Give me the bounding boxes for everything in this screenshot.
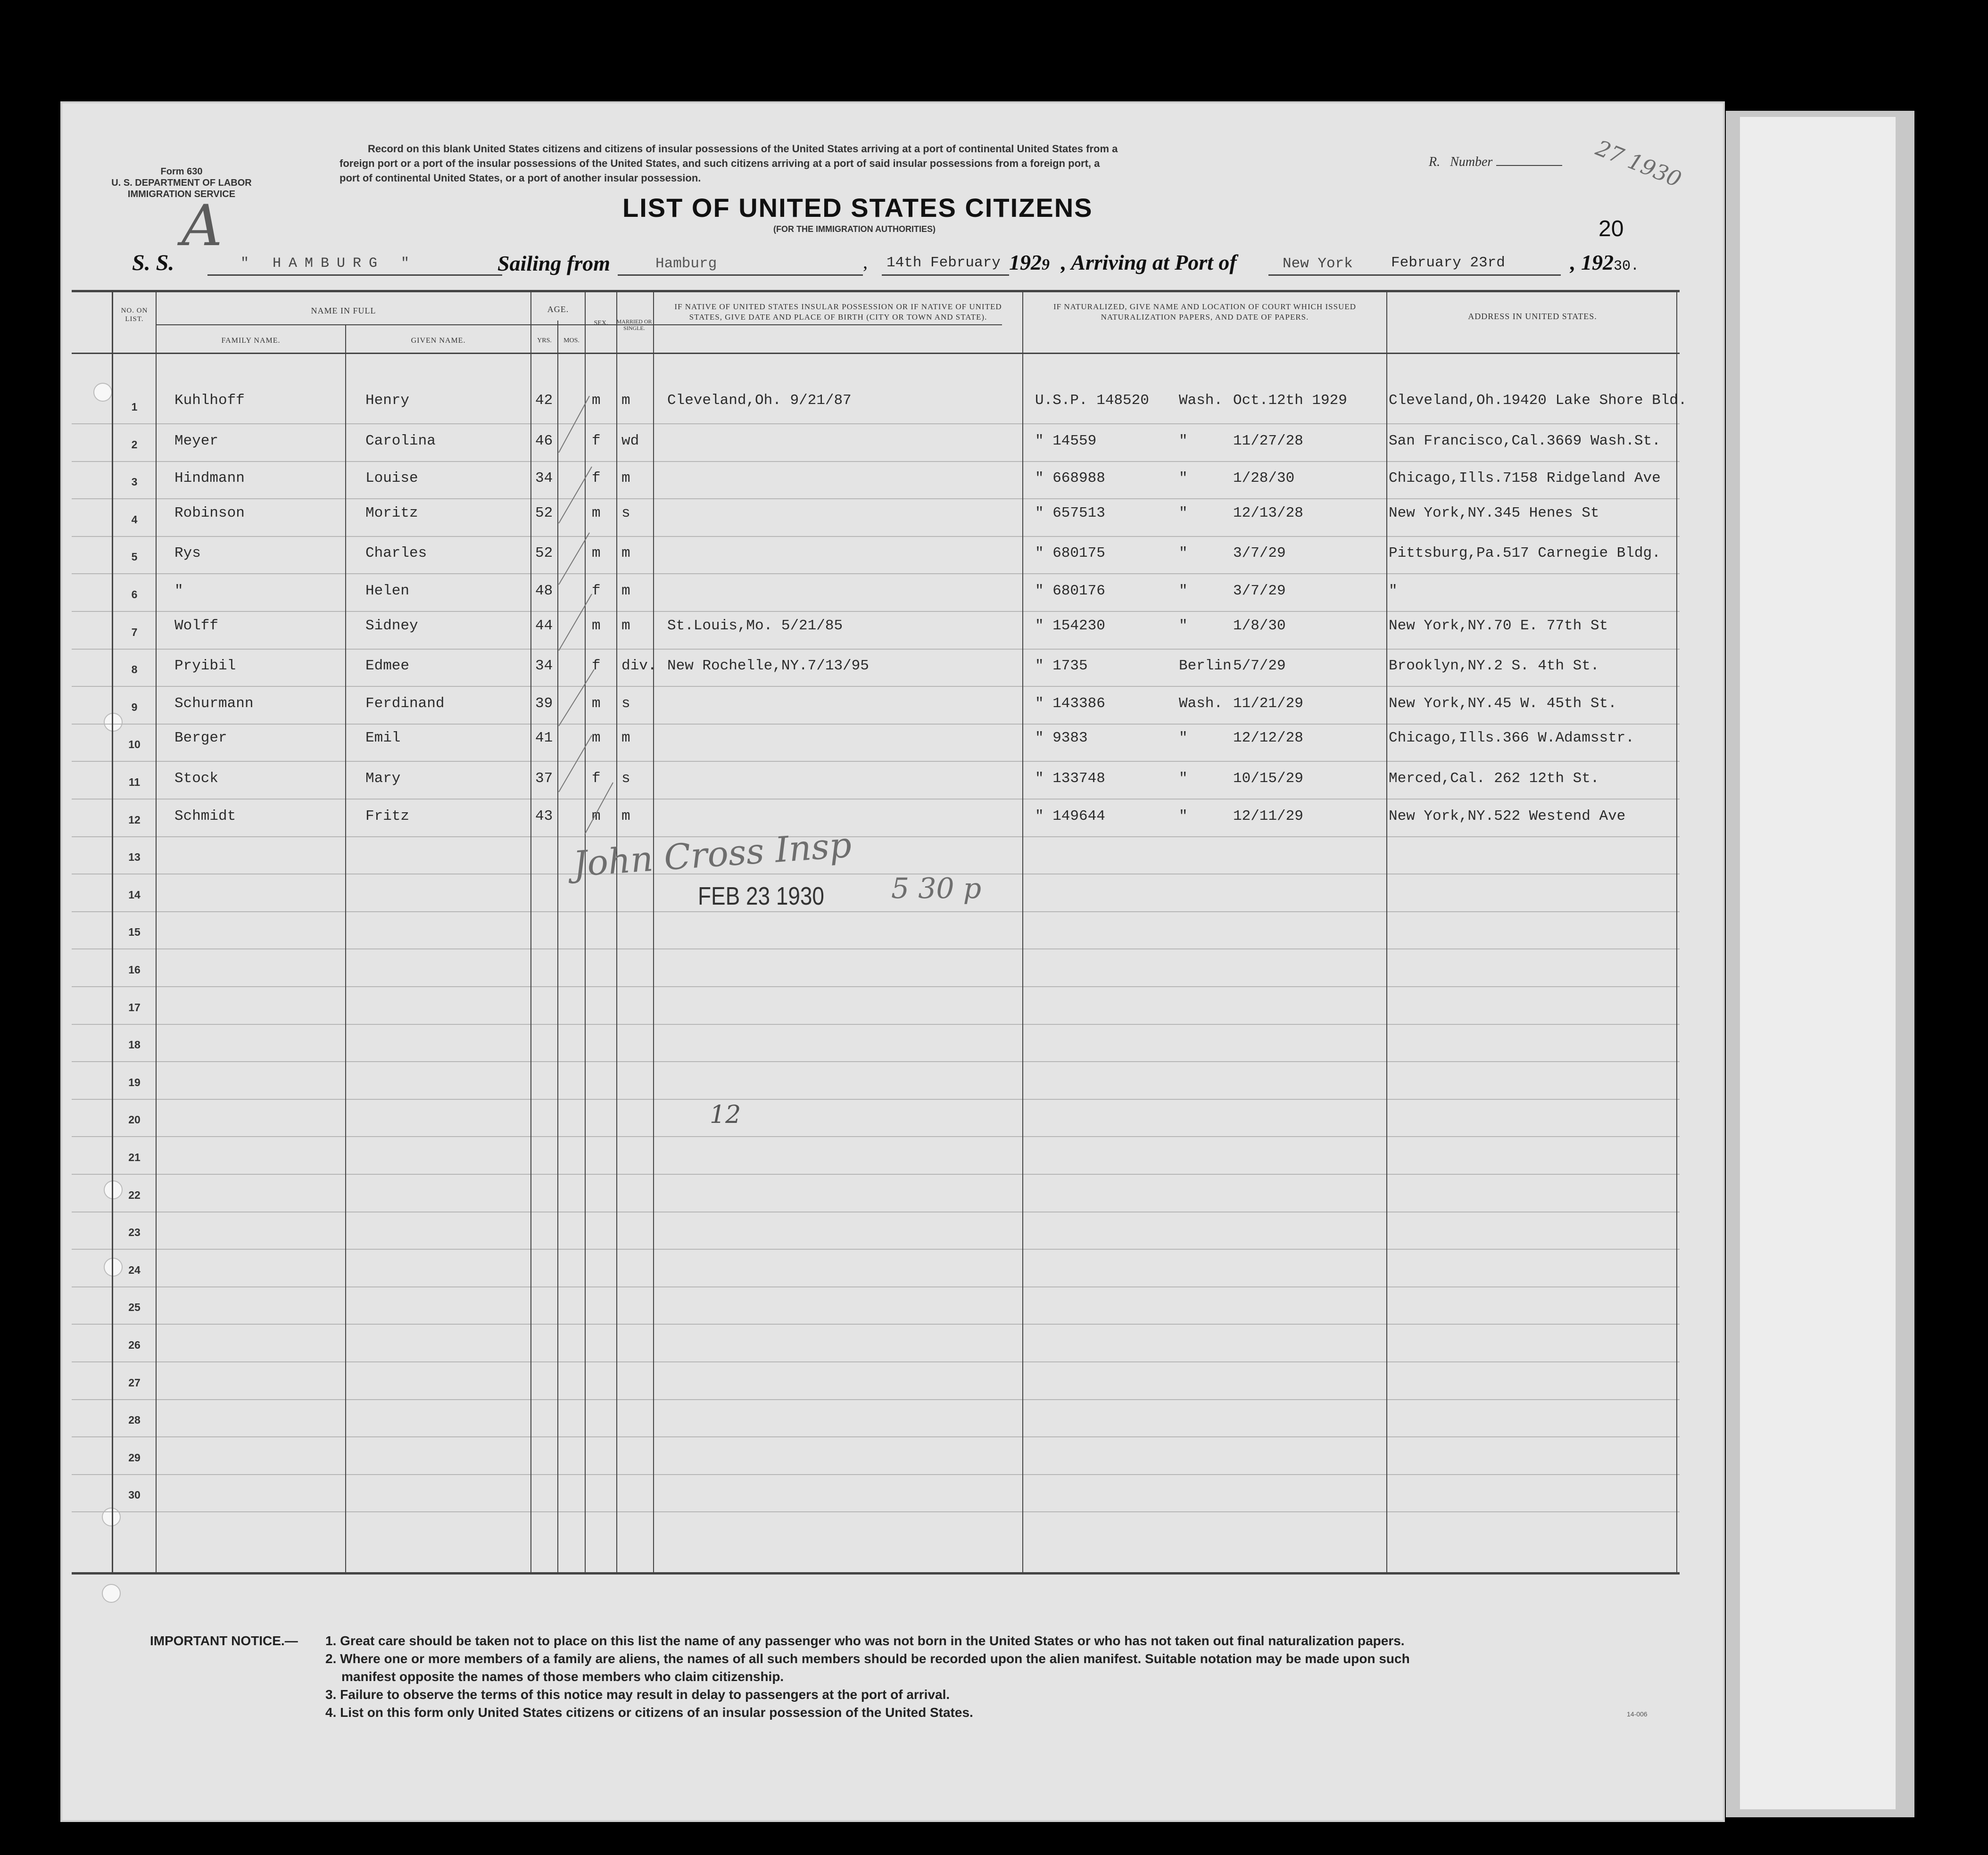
row-number: 21 [128, 1151, 141, 1163]
row-number: 2 [131, 438, 138, 451]
ss-label: S. S. [132, 250, 174, 275]
department: U. S. DEPARTMENT OF LABOR [111, 178, 252, 188]
cell-address: Chicago,Ills.7158 Ridgeland Ave [1389, 470, 1661, 487]
time-note: 5 30 p [891, 872, 982, 905]
from-port: Hamburg [655, 256, 717, 272]
arrival-port: New York [1283, 256, 1353, 272]
cell-family: " [174, 583, 183, 599]
number-label: R. Number [1429, 155, 1562, 170]
notice-items [325, 1632, 1410, 1722]
cell-status: s [621, 504, 630, 521]
row-rule [72, 423, 1680, 424]
table-top-rule [72, 290, 1680, 292]
cell-nat-court: " [1179, 730, 1188, 747]
cell-yrs: 34 [535, 470, 553, 487]
row-number: 11 [128, 776, 141, 788]
row-number: 18 [128, 1039, 141, 1051]
cell-nat-num: " 14559 [1035, 432, 1097, 449]
header-bottom-rule [72, 353, 1680, 354]
cell-address: Chicago,Ills.366 W.Adamsstr. [1389, 730, 1634, 747]
cell-nat-date: 3/7/29 [1233, 545, 1286, 562]
cell-address: San Francisco,Cal.3669 Wash.St. [1389, 432, 1661, 449]
cell-nat-court: Wash. [1179, 695, 1223, 712]
row-rule [72, 1511, 1680, 1512]
row-rule [72, 1099, 1680, 1100]
sail-date: 14th February [886, 255, 1001, 271]
row-number: 3 [131, 476, 138, 488]
col-header-family: FAMILY NAME. [221, 337, 281, 345]
sailing-label: Sailing from [497, 251, 611, 275]
cell-sex: m [592, 392, 601, 409]
cell-family: Wolff [174, 617, 219, 634]
cell-nat-date: 12/13/28 [1233, 504, 1303, 521]
col-divider [1386, 292, 1387, 1572]
cell-address: Merced,Cal. 262 12th St. [1389, 770, 1599, 787]
cell-status: m [621, 545, 630, 562]
page-subtitle: (FOR THE IMMIGRATION AUTHORITIES) [773, 224, 936, 234]
row-number: 5 [131, 551, 138, 563]
notice-item: 4. List on this form only United States citizens or citizens of an insular possession of the United States. [325, 1705, 973, 1720]
cell-nat-date: 3/7/29 [1233, 583, 1286, 599]
binder-hole [102, 1584, 121, 1603]
cell-nat-num: " 680175 [1035, 545, 1105, 562]
cell-address: New York,NY.45 W. 45th St. [1389, 695, 1617, 712]
cell-family: Schurmann [174, 695, 254, 712]
cell-nat-num: U.S.P. 148520 [1035, 392, 1149, 409]
row-rule [72, 911, 1680, 912]
cell-nat-court: " [1179, 808, 1188, 824]
notice-item: 2. Where one or more members of a family are aliens, the names of all such members should be recorded upon the alien manifest. Suitable notation may be made upon such [325, 1651, 1410, 1666]
cell-sex: f [592, 770, 601, 787]
arrival-rule [1268, 274, 1561, 276]
cell-status: div. [621, 658, 657, 675]
cell-nat-court: " [1179, 617, 1188, 634]
col-header-given: GIVEN NAME. [411, 337, 466, 345]
cell-status: m [621, 392, 630, 409]
cell-nat-date: Oct.12th 1929 [1233, 392, 1347, 409]
cell-family: Berger [174, 730, 227, 747]
cell-nat-num: " 1735 [1035, 658, 1088, 675]
arriving-label: , Arriving at Port of [1061, 250, 1237, 274]
cell-sex: m [592, 695, 601, 712]
cell-nat-num: " 680176 [1035, 583, 1105, 599]
cell-sex: m [592, 808, 601, 824]
cell-sex: m [592, 617, 601, 634]
ship-name: " HAMBURG " [240, 256, 417, 272]
cell-family: Stock [174, 770, 219, 787]
col-header-name: NAME IN FULL [311, 306, 376, 315]
cell-nat-date: 12/11/29 [1233, 808, 1303, 824]
cell-family: Kuhlhoff [174, 392, 245, 409]
page-title: LIST OF UNITED STATES CITIZENS [622, 193, 1093, 223]
cell-given: Helen [365, 583, 410, 599]
row-number: 19 [128, 1076, 141, 1088]
cell-nat-court: Wash. [1179, 392, 1223, 409]
cell-address: New York,NY.522 Westend Ave [1389, 808, 1626, 824]
row-rule [72, 611, 1680, 612]
row-rule [72, 1324, 1680, 1325]
col-header-native: IF NATIVE OF UNITED STATES INSULAR POSSESSION OR IF NATIVE OF UNITED STATES, GIVE DATE AND PLACE OF BIRTH (CITY OR TOWN AND STATE). [674, 302, 1002, 322]
cell-yrs: 39 [535, 695, 553, 712]
cell-sex: m [592, 504, 601, 521]
row-number: 28 [128, 1414, 141, 1426]
cell-yrs: 52 [535, 504, 553, 521]
cell-address: " [1389, 583, 1398, 599]
cell-address: Pittsburg,Pa.517 Carnegie Bldg. [1389, 545, 1661, 562]
table-bottom-rule [72, 1572, 1680, 1575]
cell-native: Cleveland,Oh. 9/21/87 [667, 392, 852, 409]
page-mark: 20 [1599, 216, 1624, 241]
cell-nat-num: " 149644 [1035, 808, 1105, 824]
ship-rule [207, 274, 502, 276]
notice-item: 1. Great care should be taken not to place on this list the name of any passenger who was not born in the United States or who has not taken out final naturalization papers. [325, 1633, 1405, 1648]
document-scan: Form 630 U. S. DEPARTMENT OF LABOR IMMIGRATION SERVICE Record on this blank United States citizens and citizens of insular possessions of the United States arriving at a port of continental United States from a foreign port or a port of the insular possessions of the United States, and such citizens arriving at a port of said insular possessions from a foreign port, a port of continental United States, or a port of another insular possession. R. Number 27 1930 LIST OF UNITED STATES CITIZENS (FOR THE IMMIGRATION AUTHORITIES) A 20 S. S. " HAMBURG " Sailing from Hamburg , 14th February 1929 , Arriving at Port of New York February 23rd , 19230. NO. ON LIST. NAME IN FULL FAMILY NAME. GIVEN NAME. AGE. YRS. MOS. SEX. MARRIED OR SINGLE. IF NATIVE OF UNITED STATES INSULAR POSSESSION OR IF NATIVE OF UNITED STATES, GIVE DATE AND PLACE OF BIRTH (CITY OR TOWN AND STATE). IF NATURALIZED, GIVE NAME AND LOCATION OF COURT WHICH ISSUED NATURALIZATION PAPERS, AND DATE OF PAPERS. ADDRESS IN UNITED STATES. 1 2 3 4 5 6 7 8 9 10 11 12 13 14 15 16 17 18 19 20 21 22 23 24 25 26 27 28 29 30 Kuhlhoff Henry 42 m m Cleveland,Oh. 9/21/87 U.S.P. 148520 Wash. Oct.12th 1929 Cleveland,Oh.19420 Lake Shore Bld. Meyer Carolina 46 f wd " 14559 " 11/27/28 San Francisco,Cal.3669 Wash.St. Hindmann Louise 34 f m " 668988 " 1/28/30 Chicago,Ills.7158 Ridgeland Ave Robinson Moritz 52 m s " 657513 " 12/13/28 New York,NY.345 Henes St Rys Charles 52 m m " 680175 " 3/7/29 Pittsburg,Pa.517 Carnegie Bldg. " Helen 48 f m " 680176 " 3/7/29 " Wolff Sidney 44 m m St.Louis,Mo. 5/21/85 " 154230 " 1/8/30 New York,NY.70 E. 77th St Pryibil Edmee 34 f div. New Rochelle,NY.7/13/95 " 1735 Berlin 5/7/29 Brooklyn,NY.2 S. 4th St. Schurmann Ferdinand 39 m s " 143386 Wash. 11/21/29 New York,NY.45 W. 45th St. Berger Emil 41 m m " 9383 " 12/12/28 Chicago,Ills.366 W.Adamsstr. Stock Mary 37 f s " 133748 " 10/15/29 Merced,Cal. 262 12th St. Schmidt Fritz 43 m m " 149644 " 12/11/29 New York,NY.522 Westend Ave John Cross Insp FEB 23 1930 5 30 p 12 IMPORTANT NOTICE.— 1. Great care should be taken not to place on this list the name of any passenger who was not born in the United States or who has not taken out final naturalization papers. 2. Where one or more members of a family are aliens, the names of all such members should be recorded upon the alien manifest. Suitable notation may be made upon such manifest opposite the names of those members who claim citizenship. 3. Failure to observe the terms of this notice may result in delay to passengers at the port of arrival. 4. List on this form only United States citizens or citizens of an insular possession of the United States. 14-006 [0, 0, 1988, 1855]
row-rule [72, 461, 1680, 462]
row-number: 13 [128, 851, 141, 864]
manifest-page [60, 101, 1725, 1822]
row-number: 6 [131, 588, 138, 601]
row-rule [72, 1361, 1680, 1362]
row-rule [72, 1249, 1680, 1250]
cell-nat-court: Berlin [1179, 658, 1232, 675]
form-id: Form 630 [160, 166, 203, 177]
cell-family: Robinson [174, 504, 245, 521]
row-rule [72, 948, 1680, 949]
cell-given: Fritz [365, 808, 410, 824]
cell-address: New York,NY.70 E. 77th St [1389, 617, 1608, 634]
cell-nat-date: 1/8/30 [1233, 617, 1286, 634]
cell-nat-court: " [1179, 504, 1188, 521]
cell-sex: f [592, 470, 601, 487]
handwritten-letter: A [182, 193, 223, 259]
cell-address: Cleveland,Oh.19420 Lake Shore Bld. [1389, 392, 1687, 409]
row-rule [72, 1136, 1680, 1137]
row-rule [72, 498, 1680, 499]
from-rule [618, 274, 863, 276]
row-rule [72, 686, 1680, 687]
row-rule [72, 836, 1680, 837]
cell-sex: f [592, 658, 601, 675]
stamp-top: 27 1930 [1592, 135, 1685, 192]
cell-status: m [621, 808, 630, 824]
notice-heading: IMPORTANT NOTICE.— [150, 1633, 298, 1648]
cell-family: Pryibil [174, 658, 236, 675]
cell-yrs: 46 [535, 432, 553, 449]
cell-nat-num: " 668988 [1035, 470, 1105, 487]
cell-status: s [621, 770, 630, 787]
cell-status: s [621, 695, 630, 712]
cell-native: St.Louis,Mo. 5/21/85 [667, 617, 843, 634]
binder-hole [93, 383, 112, 402]
row-number: 10 [128, 738, 141, 751]
cell-family: Schmidt [174, 808, 236, 824]
row-number: 8 [131, 663, 138, 676]
col-header-age: AGE. [547, 305, 569, 314]
row-number: 7 [131, 626, 138, 638]
cell-nat-court: " [1179, 583, 1188, 599]
col-header-yrs: YRS. [537, 337, 552, 344]
col-header-mos: MOS. [563, 337, 580, 344]
footer-code: 14-006 [1627, 1710, 1648, 1718]
cell-nat-date: 1/28/30 [1233, 470, 1295, 487]
instructions [340, 141, 1118, 185]
notice-item: 3. Failure to observe the terms of this notice may result in delay to passengers at the port of arrival. [325, 1687, 950, 1702]
cell-nat-date: 11/21/29 [1233, 695, 1303, 712]
binder-hole [102, 1508, 121, 1526]
row-number: 9 [131, 701, 138, 713]
binder-hole [104, 1180, 123, 1199]
cell-status: m [621, 583, 630, 599]
cell-yrs: 34 [535, 658, 553, 675]
col-divider [1022, 292, 1023, 1572]
cell-given: Henry [365, 392, 410, 409]
row-number: 24 [128, 1263, 141, 1276]
row-number: 16 [128, 964, 141, 976]
row-rule [72, 1024, 1680, 1025]
cell-yrs: 44 [535, 617, 553, 634]
cell-nat-date: 12/12/28 [1233, 730, 1303, 747]
row-number: 1 [131, 401, 138, 413]
row-rule [72, 1286, 1680, 1287]
cell-family: Rys [174, 545, 201, 562]
row-rule [72, 573, 1680, 574]
inspector-signature: John Cross Insp [572, 824, 853, 885]
cell-nat-date: 5/7/29 [1233, 658, 1286, 675]
cell-given: Louise [365, 470, 418, 487]
row-rule [72, 1436, 1680, 1437]
row-rule [72, 1399, 1680, 1400]
col-divider [156, 292, 157, 1572]
cell-status: wd [621, 432, 639, 449]
row-rule [72, 1174, 1680, 1175]
cell-address: Brooklyn,NY.2 S. 4th St. [1389, 658, 1599, 675]
col-header-address: ADDRESS IN UNITED STATES. [1468, 312, 1597, 321]
cell-nat-court: " [1179, 770, 1188, 787]
cell-given: Sidney [365, 617, 418, 634]
cell-sex: f [592, 432, 601, 449]
cell-given: Edmee [365, 658, 410, 675]
row-rule [72, 649, 1680, 650]
sail-year: 1929 [1009, 250, 1050, 274]
cell-given: Ferdinand [365, 695, 445, 712]
row-rule [72, 536, 1680, 537]
cell-sex: m [592, 545, 601, 562]
row-number: 14 [128, 888, 141, 901]
cell-nat-num: " 9383 [1035, 730, 1088, 747]
cell-sex: m [592, 730, 601, 747]
age-tick-marks [556, 368, 622, 834]
cell-nat-num: " 143386 [1035, 695, 1105, 712]
row-number: 26 [128, 1339, 141, 1351]
date-stamp: FEB 23 1930 [698, 882, 824, 910]
cell-family: Hindmann [174, 470, 245, 487]
binder-hole [104, 713, 123, 732]
arrival-year: , 19230. [1570, 250, 1640, 274]
row-rule [72, 724, 1680, 725]
arrival-date: February 23rd [1391, 255, 1505, 271]
row-number: 25 [128, 1301, 141, 1314]
col-divider [530, 292, 531, 1572]
cell-yrs: 43 [535, 808, 553, 824]
cell-given: Emil [365, 730, 401, 747]
cell-nat-court: " [1179, 545, 1188, 562]
cell-nat-num: " 154230 [1035, 617, 1105, 634]
cell-address: New York,NY.345 Henes St [1389, 504, 1599, 521]
cell-sex: f [592, 583, 601, 599]
instruction-line: port of continental United States, or a port of another insular possession. [340, 172, 701, 184]
row-rule [72, 799, 1680, 800]
cell-given: Carolina [365, 432, 436, 449]
cell-status: m [621, 617, 630, 634]
row-number: 17 [128, 1001, 141, 1014]
cell-nat-court: " [1179, 432, 1188, 449]
row-number: 4 [131, 513, 138, 526]
cell-given: Charles [365, 545, 427, 562]
col-divider [345, 325, 346, 1572]
col-divider [112, 292, 113, 1572]
row-number: 27 [128, 1376, 141, 1389]
col-header-no: NO. ON LIST. [121, 307, 148, 323]
row-rule [72, 1474, 1680, 1475]
instruction-line: Record on this blank United States citizens and citizens of insular possessions of the United States arriving at a port of continental United States from a [368, 143, 1118, 155]
binder-hole [104, 1258, 123, 1277]
row-rule [72, 1061, 1680, 1062]
row-number: 20 [128, 1113, 141, 1126]
underlying-page [1740, 117, 1896, 1809]
col-divider [653, 292, 654, 1572]
row-number: 12 [128, 813, 141, 826]
cell-yrs: 41 [535, 730, 553, 747]
cell-nat-date: 11/27/28 [1233, 432, 1303, 449]
cell-yrs: 42 [535, 392, 553, 409]
row-number: 29 [128, 1451, 141, 1464]
cell-yrs: 48 [535, 583, 553, 599]
instruction-line: foreign port or a port of the insular possessions of the United States, and such citizens arriving at a port of said insular possessions from a foreign port, a [340, 157, 1100, 169]
notice-item: manifest opposite the names of those members who claim citizenship. [341, 1669, 784, 1684]
row-number: 23 [128, 1226, 141, 1239]
date-rule [882, 274, 1009, 276]
cell-nat-num: " 657513 [1035, 504, 1105, 521]
cell-status: m [621, 730, 630, 747]
row-number: 15 [128, 926, 141, 939]
col-divider [1676, 292, 1677, 1572]
cell-nat-num: " 133748 [1035, 770, 1105, 787]
cell-family: Meyer [174, 432, 219, 449]
cell-status: m [621, 470, 630, 487]
cell-yrs: 37 [535, 770, 553, 787]
subheader-rule [156, 324, 1002, 325]
cell-yrs: 52 [535, 545, 553, 562]
cell-given: Moritz [365, 504, 418, 521]
row-rule [72, 761, 1680, 762]
service: IMMIGRATION SERVICE [127, 189, 236, 199]
cell-nat-court: " [1179, 470, 1188, 487]
row-number: 30 [128, 1489, 141, 1501]
row-number: 22 [128, 1188, 141, 1201]
row-rule [72, 986, 1680, 987]
cell-given: Mary [365, 770, 401, 787]
col-header-naturalized: IF NATURALIZED, GIVE NAME AND LOCATION OF COURT WHICH ISSUED NATURALIZATION PAPERS, AND DATE OF PAPERS. [1053, 302, 1356, 322]
col-header-sex: SEX. [594, 320, 608, 327]
col-header-married: MARRIED OR SINGLE. [616, 318, 652, 331]
cell-nat-date: 10/15/29 [1233, 770, 1303, 787]
cell-native: New Rochelle,NY.7/13/95 [667, 658, 869, 675]
count-note: 12 [710, 1101, 741, 1129]
